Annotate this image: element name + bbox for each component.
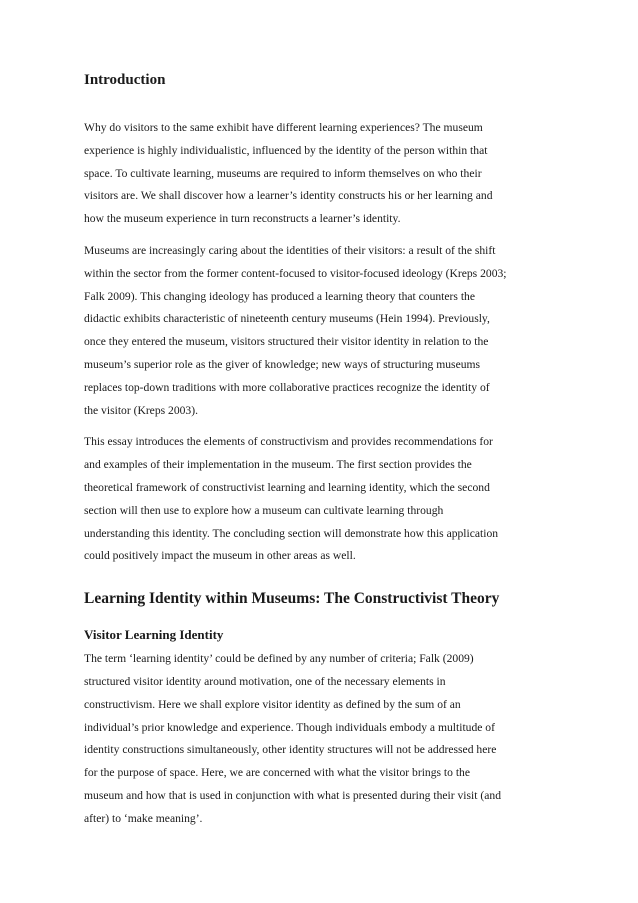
intro-paragraph-3 [84,431,574,568]
section-heading: Learning Identity within Museums: The Constructivist Theory [84,590,500,608]
text-line: constructivism. Here we shall explore visitor identity as defined by the sum of an [84,697,461,711]
text-line: once they entered the museum, visitors structured their visitor identity in relation to the [84,335,489,349]
text-line: section will then use to explore how a museum can cultivate learning through [84,503,444,517]
text-line: could positively impact the museum in other areas as well. [84,549,356,563]
text-line: individual’s prior knowledge and experience. Though individuals embody a multitude of [84,720,495,734]
text-line: theoretical framework of constructivist learning and learning identity, which the second [84,480,490,494]
intro-paragraph-2 [84,240,574,422]
text-line: space. To cultivate learning, museums are required to inform themselves on who their [84,166,482,180]
text-line: This essay introduces the elements of constructivism and provides recommendations for [84,435,493,449]
text-line: within the sector from the former content-focused to visitor-focused ideology (Kreps 2003; [84,266,507,280]
text-line: understanding this identity. The concluding section will demonstrate how this application [84,526,499,540]
text-line: after) to ‘make meaning’. [84,811,203,825]
text-line: The term ‘learning identity’ could be defined by any number of criteria; Falk (2009) [84,652,474,666]
document-body [84,70,574,840]
text-line: experience is highly individualistic, influenced by the identity of the person within that [84,143,488,157]
text-line: Why do visitors to the same exhibit have different learning experiences? The museum [84,121,483,134]
introduction-heading: Introduction [84,72,166,88]
text-line: for the purpose of space. Here, we are concerned with what the visitor brings to the [84,766,471,780]
text-line: structured visitor identity around motivation, one of the necessary elements in [84,674,446,688]
intro-paragraph-1 [84,117,574,231]
text-line: the visitor (Kreps 2003). [84,403,198,417]
text-line: how the museum experience in turn reconstructs a learner’s identity. [84,212,401,226]
text-line: museum’s superior role as the giver of knowledge; new ways of structuring museums [84,357,481,371]
text-line: didactic exhibits characteristic of nineteenth century museums (Hein 1994). Previously, [84,312,490,326]
subsection-heading: Visitor Learning Identity [84,627,224,643]
text-line: replaces top-down traditions with more collaborative practices recognize the identity of [84,380,490,394]
text-line: museum and how that is used in conjunction with what is presented during their visit (and [84,788,501,802]
text-line: Falk 2009). This changing ideology has produced a learning theory that counters the [84,289,475,303]
text-line: Museums are increasingly caring about the identities of their visitors: a result of the shift [84,243,496,257]
text-line: identity constructions simultaneously, other identity structures will not be addressed here [84,743,497,757]
text-line: visitors are. We shall discover how a learner’s identity constructs his or her learning and [84,189,493,203]
section-paragraph [84,648,574,830]
text-line: and examples of their implementation in the museum. The first section provides the [84,458,472,472]
